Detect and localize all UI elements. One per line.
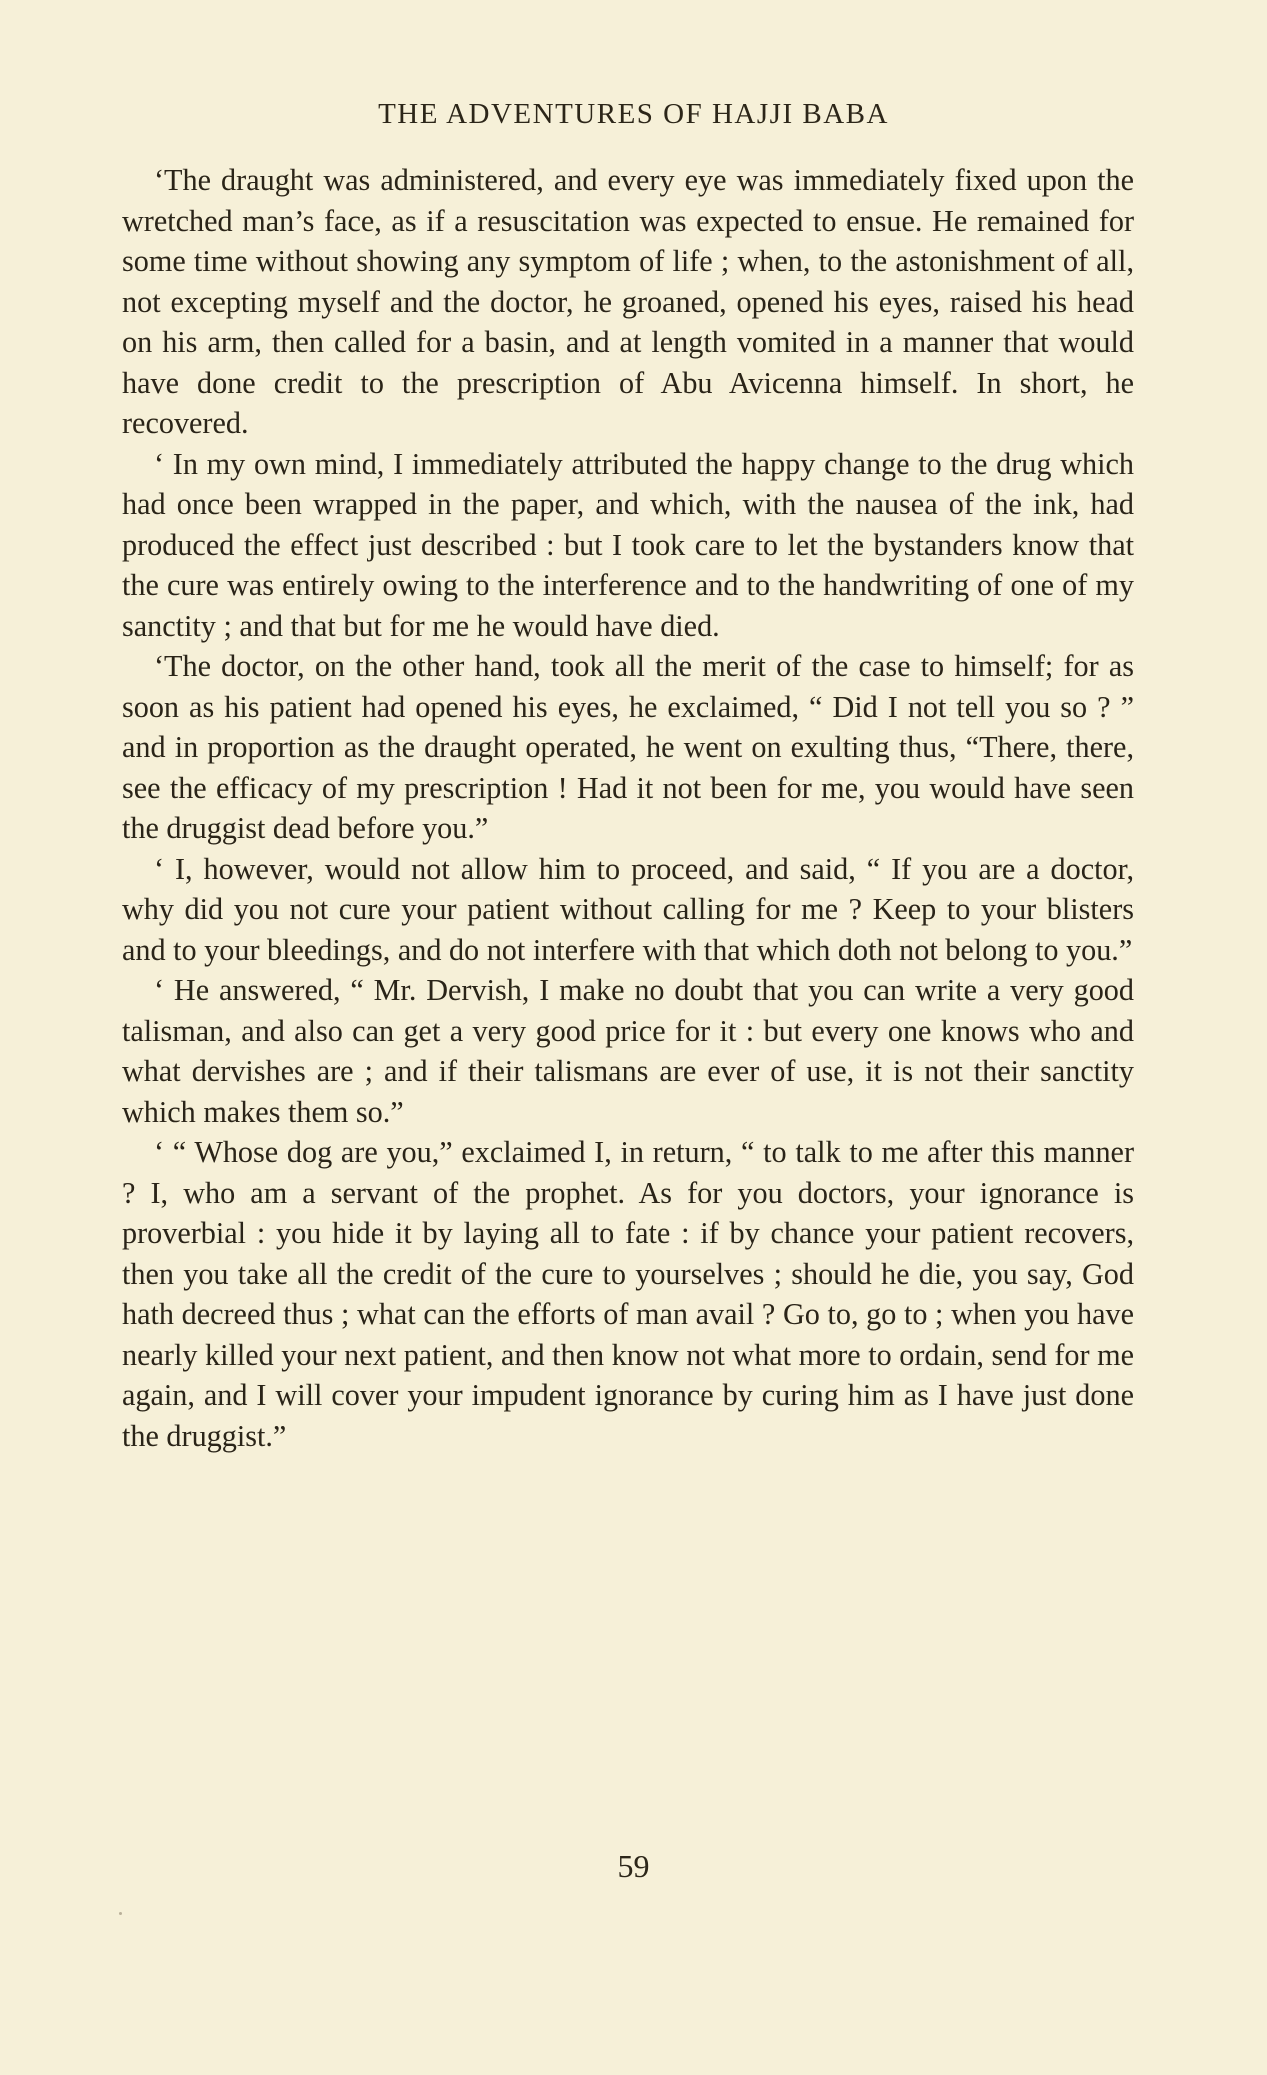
page-number: 59 xyxy=(617,1848,650,1884)
paragraph-1: ‘The draught was administered, and every eye was immediately fixed upon the wretched man’s face, as if a resuscitation was expected to ensue. He remained for some time without showing any symptom of life ; when, to the astonishment of all, not excepting myself and the doctor, he groaned, opened his eyes, raised his head on his arm, then called for a basin, and at length vomited in a manner that would have done credit to the prescription of Abu Avicenna himself. In short, he recovered. xyxy=(122,163,1134,440)
paragraph-5: ‘ He answered, “ Mr. Dervish, I make no doubt that you can write a very good talisman, and also can get a very good price for it : but every one knows who and what dervishes are ; and if their talismans are ever of use, it is not their sanctity which makes them so.” xyxy=(122,973,1134,1129)
body-text xyxy=(122,160,1134,1456)
paragraph-3: ‘The doctor, on the other hand, took all the merit of the case to himself; for as soon as his patient had opened his eyes, he exclaimed, “ Did I not tell you so ? ” and in proportion as the draught operated, he went on exulting thus, “There, there, see the efficacy of my prescription ! Had it not been for me, you would have seen the druggist dead before you.” xyxy=(122,649,1134,845)
paragraph-2: ‘ In my own mind, I immediately attributed the happy change to the drug which had once been wrapped in the paper, and which, with the nausea of the ink, had produced the effect just described : but I took care to let the bystanders know that the cure was entirely owing to the interference and to the handwriting of one of my sanctity ; and that but for me he would have died. xyxy=(122,446,1134,643)
paper-speck xyxy=(119,1912,122,1915)
running-head: THE ADVENTURES OF HAJJI BABA xyxy=(378,98,889,130)
paragraph-6: ‘ “ Whose dog are you,” exclaimed I, in return, “ to talk to me after this manner ? I, who am a servant of the prophet. As for you doctors, your ignorance is proverbial : you hide it by laying all to fate : if by chance your patient recovers, then you take all the credit of the cure to yourselves ; should he die, you say, God hath decreed thus ; what can the efforts of man avail ? Go to, go to ; when you have nearly killed your next patient, and then know not what more to ordain, send for me again, and I will cover your impudent ignorance by curing him as I have just done the druggist.” xyxy=(122,1135,1134,1453)
paragraph-4: ‘ I, however, would not allow him to proceed, and said, “ If you are a doctor, why did you not cure your patient without calling for me ? Keep to your blisters and to your bleedings, and do not interfere with that which doth not belong to you.” xyxy=(122,851,1134,967)
